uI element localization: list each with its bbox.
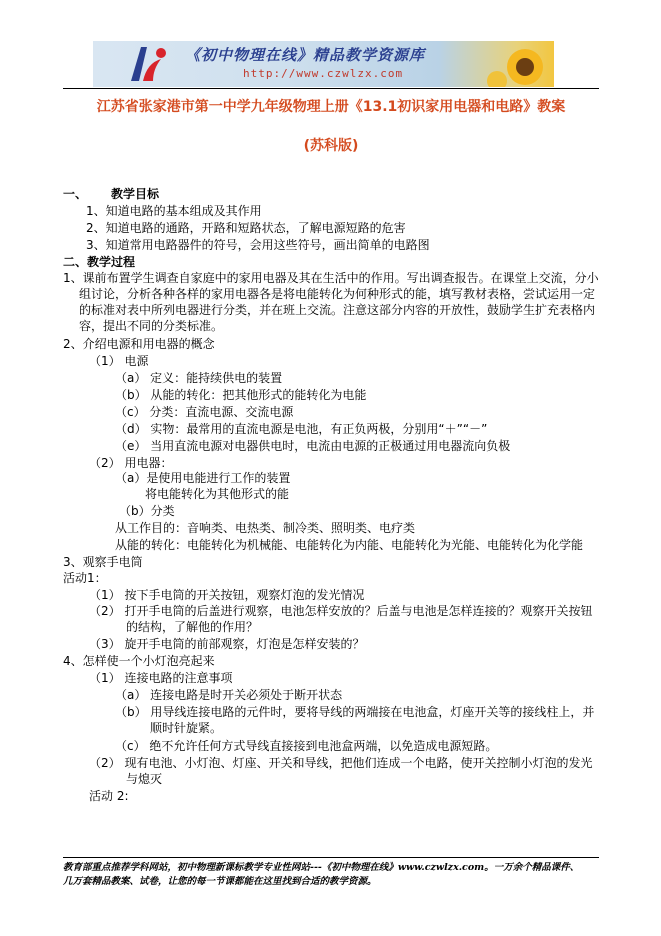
body-line: 教学目标 — [111, 187, 160, 201]
body-line: （e） 当用直流电源对电器供电时，电流由电源的正极通过用电器流向负极 — [115, 439, 511, 453]
body-line: 的标准对表中所列电器进行分类，并在班上交流。注意这部分内容的开放性，鼓励学生扩充表格内 — [79, 303, 596, 317]
body-line: 活动1： — [63, 571, 107, 585]
document-subtitle: (苏科版) — [303, 138, 359, 154]
body-line: （d） 实物：最常用的直流电源是电池，有正负两极，分别用“＋”“－” — [115, 422, 488, 436]
body-line: 1、课前布置学生调查自家庭中的家用电器及其在生活中的作用。写出调查报告。在课堂上交流，分小 — [63, 271, 599, 285]
footer-line-2: 几万套精品教案、试卷，让您的每一节课都能在这里找到合适的教学资源。 — [63, 876, 377, 887]
body-line: （b） 从能的转化：把其他形式的能转化为电能 — [115, 388, 367, 402]
body-line: 3、观察手电筒 — [63, 555, 143, 569]
sunflower-icon — [485, 41, 554, 87]
body-line: 与熄灭 — [126, 772, 163, 786]
body-line: （b）分类 — [119, 504, 175, 518]
body-line: （a）是使用电能进行工作的装置 — [115, 471, 291, 485]
body-line: （2） 现有电池、小灯泡、灯座、开关和导线，把他们连成一个电路，使开关控制小灯泡的发光 — [89, 756, 593, 770]
body-line: （1） 电源 — [89, 354, 149, 368]
body-line: 1、知道电路的基本组成及其作用 — [86, 204, 262, 218]
body-line: （2） 用电器： — [89, 456, 173, 470]
body-line: 从工作目的：音响类、电热类、制冷类、照明类、电疗类 — [115, 521, 416, 535]
body-line: （a） 连接电路是时开关必须处于断开状态 — [115, 688, 343, 702]
body-line: 活动 2: — [89, 789, 129, 803]
footer-line-1: 教育部重点推荐学科网站，初中物理新课标教学专业性网站---《初中物理在线》www.czwlzx.com。一万余个精品课件、 — [63, 862, 580, 873]
body-line: （a） 定义：能持续供电的装置 — [115, 371, 283, 385]
body-line: 组讨论，分析各种各样的家用电器各是将电能转化为何种形式的能，填写教材表格，尝试运用一定 — [79, 287, 596, 301]
body-line: （1） 连接电路的注意事项 — [89, 671, 233, 685]
header-rule — [63, 88, 599, 89]
body-line: 一、 — [63, 187, 88, 201]
body-line: 3、知道常用电路器件的符号，会用这些符号，画出简单的电路图 — [86, 238, 430, 252]
footer-rule — [63, 857, 599, 858]
document-title: 江苏省张家港市第一中学九年级物理上册《13.1初识家用电器和电路》教案 — [96, 99, 566, 115]
header-banner — [93, 41, 554, 87]
body-line: （c） 分类：直流电源、交流电源 — [115, 405, 294, 419]
body-line: 从能的转化：电能转化为机械能、电能转化为内能、电能转化为光能、电能转化为化学能 — [115, 538, 584, 552]
body-line: 2、介绍电源和用电器的概念 — [63, 337, 215, 351]
banner-url: http://www.czwlzx.com — [243, 67, 404, 80]
footer — [63, 861, 603, 889]
body-line: （2） 打开手电筒的后盖进行观察，电池怎样安放的？后盖与电池是怎样连接的？观察开关按钮 — [89, 604, 593, 618]
logo-icon — [117, 41, 177, 87]
body-line: （b） 用导线连接电路的元件时，要将导线的两端接在电池盒，灯座开关等的接线柱上，并 — [115, 705, 595, 719]
banner-title: 《初中物理在线》精品教学资源库 — [185, 46, 426, 64]
body-line: 的结构，了解他的作用？ — [126, 620, 259, 634]
body-line: 容，提出不同的分类标准。 — [79, 319, 224, 333]
body-line: （3） 旋开手电筒的前部观察，灯泡是怎样安装的？ — [89, 637, 365, 651]
body-line: （1） 按下手电筒的开关按钮，观察灯泡的发光情况 — [89, 588, 365, 602]
body-line: 2、知道电路的通路，开路和短路状态，了解电源短路的危害 — [86, 221, 406, 235]
body-line: 4、怎样使一个小灯泡亮起来 — [63, 654, 215, 668]
body-line: （c） 绝不允许任何方式导线直接接到电池盒两端，以免造成电源短路。 — [115, 739, 498, 753]
body-line: 二、教学过程 — [63, 255, 136, 269]
body-line: 将电能转化为其他形式的能 — [145, 487, 290, 501]
body-line: 顺时针旋紧。 — [150, 721, 223, 735]
